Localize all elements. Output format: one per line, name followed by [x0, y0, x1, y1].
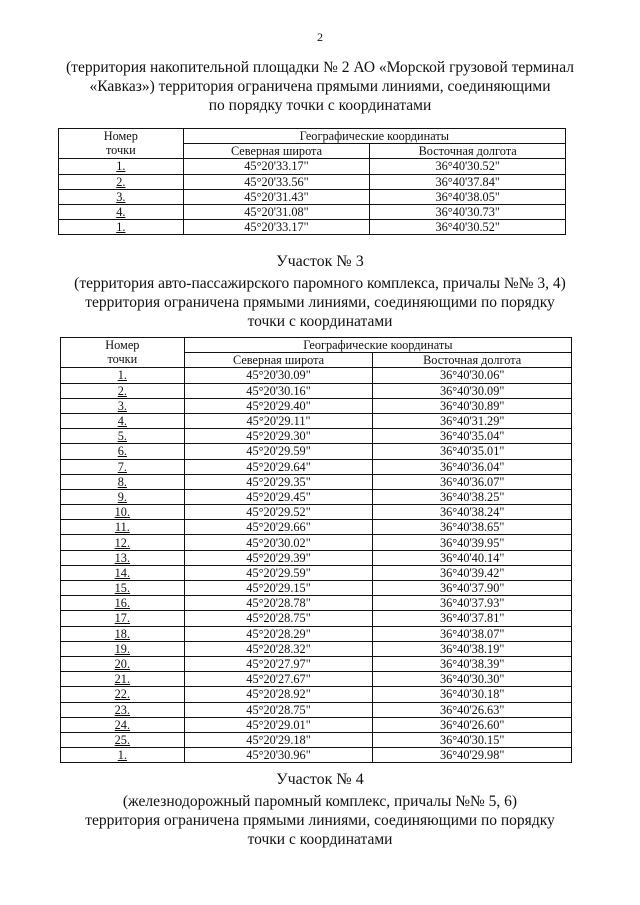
point-number-cell: 13. [61, 550, 185, 565]
latitude-cell: 45°20'30.96" [184, 748, 373, 763]
section3-heading [40, 252, 600, 331]
section4-description-line: (железнодорожный паромный комплекс, причалы №№ 5, 6) [122, 793, 518, 810]
section2-coordinates-table [58, 128, 566, 235]
geo-coordinates-header: Географические координаты [184, 338, 571, 353]
point-number-cell: 16. [61, 596, 185, 611]
longitude-cell: 36°40'36.04" [373, 459, 572, 474]
table-row [61, 444, 572, 459]
latitude-cell: 45°20'28.75" [184, 702, 373, 717]
section3-description-line: точки с координатами [247, 313, 393, 330]
longitude-cell: 36°40'38.65" [373, 520, 572, 535]
table-row [61, 611, 572, 626]
longitude-cell: 36°40'30.06" [373, 368, 572, 383]
table-row [61, 489, 572, 504]
latitude-cell: 45°20'29.59" [184, 565, 373, 580]
latitude-header: Северная широта [183, 144, 370, 159]
longitude-cell: 36°40'38.05" [370, 189, 566, 204]
point-number-cell: 1. [61, 368, 185, 383]
section4-heading [40, 770, 600, 849]
latitude-cell: 45°20'28.78" [184, 596, 373, 611]
latitude-cell: 45°20'29.18" [184, 732, 373, 747]
section4-description-line: территория ограничена прямыми линиями, соединяющими по порядку [85, 812, 555, 829]
longitude-cell: 36°40'37.81" [373, 611, 572, 626]
longitude-cell: 36°40'30.15" [373, 732, 572, 747]
longitude-cell: 36°40'37.90" [373, 581, 572, 596]
section3-title: Участок № 3 [276, 253, 364, 270]
table-row [59, 189, 566, 204]
point-number-cell: 9. [61, 489, 185, 504]
point-number-header-line: точки [107, 352, 138, 366]
longitude-cell: 36°40'26.60" [373, 717, 572, 732]
table-row [61, 459, 572, 474]
latitude-cell: 45°20'28.29" [184, 626, 373, 641]
latitude-cell: 45°20'29.52" [184, 505, 373, 520]
latitude-cell: 45°20'29.39" [184, 550, 373, 565]
geo-coordinates-header: Географические координаты [183, 129, 565, 144]
latitude-cell: 45°20'28.32" [184, 641, 373, 656]
table-header-row [59, 129, 566, 144]
point-number-header [59, 129, 184, 159]
longitude-cell: 36°40'37.93" [373, 596, 572, 611]
table-header-row [61, 338, 572, 353]
point-number-cell: 11. [61, 520, 185, 535]
longitude-cell: 36°40'38.07" [373, 626, 572, 641]
page-number: 2 [317, 30, 323, 44]
latitude-cell: 45°20'29.15" [184, 581, 373, 596]
latitude-cell: 45°20'29.40" [184, 398, 373, 413]
longitude-cell: 36°40'30.52" [370, 220, 566, 235]
point-number-cell: 21. [61, 672, 185, 687]
table-row [61, 732, 572, 747]
point-number-cell: 12. [61, 535, 185, 550]
table-row [59, 174, 566, 189]
longitude-cell: 36°40'40.14" [373, 550, 572, 565]
longitude-cell: 36°40'30.52" [370, 159, 566, 174]
table-row [61, 383, 572, 398]
point-number-header [61, 338, 185, 368]
longitude-cell: 36°40'29.98" [373, 748, 572, 763]
point-number-cell: 2. [59, 174, 184, 189]
latitude-cell: 45°20'31.08" [183, 204, 370, 219]
table-row [61, 672, 572, 687]
point-number-cell: 1. [61, 748, 185, 763]
point-number-cell: 3. [59, 189, 184, 204]
table-row [61, 596, 572, 611]
longitude-cell: 36°40'39.95" [373, 535, 572, 550]
table-row [61, 368, 572, 383]
longitude-cell: 36°40'38.24" [373, 505, 572, 520]
table-row [59, 220, 566, 235]
longitude-cell: 36°40'36.07" [373, 474, 572, 489]
point-number-cell: 19. [61, 641, 185, 656]
longitude-cell: 36°40'39.42" [373, 565, 572, 580]
point-number-cell: 6. [61, 444, 185, 459]
latitude-cell: 45°20'33.17" [183, 220, 370, 235]
point-number-cell: 10. [61, 505, 185, 520]
table-row [61, 474, 572, 489]
latitude-cell: 45°20'29.01" [184, 717, 373, 732]
section2-description-line: «Кавказ») территория ограничена прямыми линиями, соединяющими [89, 78, 551, 95]
section2-description-line: (территория накопительной площадки № 2 АО «Морской грузовой терминал [66, 59, 574, 76]
point-number-cell: 17. [61, 611, 185, 626]
point-number-cell: 15. [61, 581, 185, 596]
table-row [61, 748, 572, 763]
longitude-cell: 36°40'35.01" [373, 444, 572, 459]
table-row [61, 550, 572, 565]
point-number-cell: 8. [61, 474, 185, 489]
latitude-cell: 45°20'29.59" [184, 444, 373, 459]
latitude-cell: 45°20'29.45" [184, 489, 373, 504]
table-row [61, 505, 572, 520]
longitude-cell: 36°40'30.30" [373, 672, 572, 687]
longitude-cell: 36°40'38.19" [373, 641, 572, 656]
table-row [61, 429, 572, 444]
latitude-cell: 45°20'33.56" [183, 174, 370, 189]
point-number-cell: 5. [61, 429, 185, 444]
latitude-cell: 45°20'30.09" [184, 368, 373, 383]
longitude-cell: 36°40'37.84" [370, 174, 566, 189]
longitude-cell: 36°40'26.63" [373, 702, 572, 717]
longitude-cell: 36°40'38.25" [373, 489, 572, 504]
table-row [61, 535, 572, 550]
latitude-header: Северная широта [184, 353, 373, 368]
table-row [61, 717, 572, 732]
point-number-header-line: точки [105, 143, 136, 157]
latitude-cell: 45°20'30.16" [184, 383, 373, 398]
latitude-cell: 45°20'27.67" [184, 672, 373, 687]
table-row [61, 626, 572, 641]
point-number-cell: 7. [61, 459, 185, 474]
latitude-cell: 45°20'27.97" [184, 656, 373, 671]
point-number-cell: 22. [61, 687, 185, 702]
latitude-cell: 45°20'29.30" [184, 429, 373, 444]
latitude-cell: 45°20'31.43" [183, 189, 370, 204]
table-row [61, 641, 572, 656]
longitude-header: Восточная долгота [373, 353, 572, 368]
point-number-cell: 1. [59, 220, 184, 235]
point-number-cell: 1. [59, 159, 184, 174]
point-number-cell: 25. [61, 732, 185, 747]
table-row [61, 413, 572, 428]
latitude-cell: 45°20'30.02" [184, 535, 373, 550]
table-row [61, 520, 572, 535]
longitude-cell: 36°40'30.18" [373, 687, 572, 702]
point-number-cell: 3. [61, 398, 185, 413]
point-number-cell: 14. [61, 565, 185, 580]
latitude-cell: 45°20'33.17" [183, 159, 370, 174]
longitude-cell: 36°40'35.04" [373, 429, 572, 444]
section3-description-line: (территория авто-пассажирского паромного комплекса, причалы №№ 3, 4) [74, 275, 566, 292]
section4-description-line: точки с координатами [247, 831, 393, 848]
section2-description [40, 58, 600, 115]
point-number-cell: 24. [61, 717, 185, 732]
longitude-cell: 36°40'38.39" [373, 656, 572, 671]
latitude-cell: 45°20'28.75" [184, 611, 373, 626]
table-row [61, 581, 572, 596]
longitude-header: Восточная долгота [370, 144, 566, 159]
point-number-cell: 23. [61, 702, 185, 717]
point-number-header-line: Номер [105, 338, 140, 352]
point-number-cell: 4. [61, 413, 185, 428]
table-row [61, 687, 572, 702]
section4-title: Участок № 4 [276, 771, 364, 788]
latitude-cell: 45°20'29.11" [184, 413, 373, 428]
point-number-cell: 2. [61, 383, 185, 398]
point-number-cell: 18. [61, 626, 185, 641]
table-row [59, 159, 566, 174]
section2-description-line: по порядку точки с координатами [208, 97, 432, 114]
table-row [61, 702, 572, 717]
longitude-cell: 36°40'30.89" [373, 398, 572, 413]
section3-description-line: территория ограничена прямыми линиями, соединяющими по порядку [85, 294, 555, 311]
table-row [59, 204, 566, 219]
latitude-cell: 45°20'29.64" [184, 459, 373, 474]
table-row [61, 656, 572, 671]
latitude-cell: 45°20'29.66" [184, 520, 373, 535]
point-number-cell: 20. [61, 656, 185, 671]
point-number-header-line: Номер [103, 129, 138, 143]
longitude-cell: 36°40'30.09" [373, 383, 572, 398]
longitude-cell: 36°40'30.73" [370, 204, 566, 219]
point-number-cell: 4. [59, 204, 184, 219]
longitude-cell: 36°40'31.29" [373, 413, 572, 428]
table-row [61, 565, 572, 580]
latitude-cell: 45°20'28.92" [184, 687, 373, 702]
section3-coordinates-table [60, 337, 572, 763]
table-row [61, 398, 572, 413]
latitude-cell: 45°20'29.35" [184, 474, 373, 489]
